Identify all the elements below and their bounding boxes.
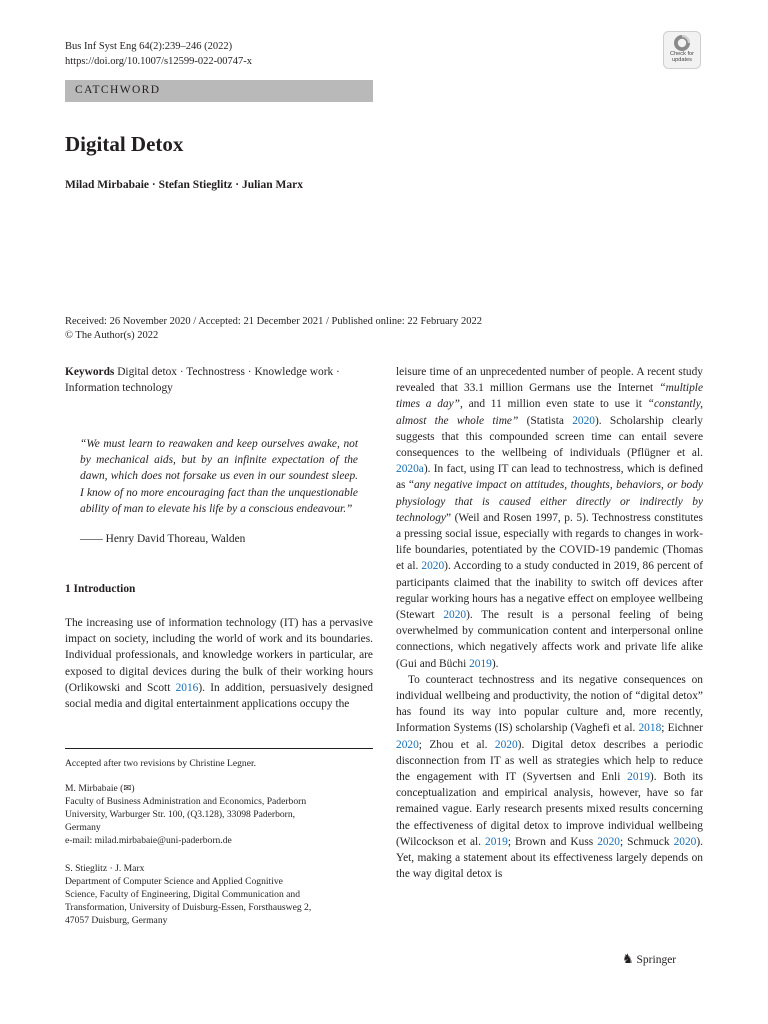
article-meta <box>65 40 252 69</box>
keywords-label: Keywords <box>65 366 115 378</box>
body-paragraph: leisure time of an unprecedented number of people. A recent study revealed that 33.1 million Germans use the Internet “multiple times a day”, and 11 million even state to use it “constantly, almost the whole time” (Statista 2020). Scholarship clearly suggests that this compounded screen time can entail severe consequences to the wellbeing of individuals (Pflügner et al. 2020a). In fact, using IT can lead to technostress, which is defined as “any negative impact on attitudes, thoughts, behaviors, or body physiology that is caused either directly or indirectly by technology” (Weil and Rosen 1997, p. 5). Technostress constitutes a pressing social issue, especially with regards to changes in work-life boundaries, potentiated by the COVID-19 pandemic (Thomas et al. 2020). According to a study conducted in 2019, 86 percent of participants claimed that the inability to switch off devices after regular working hours has a negative effect on employee wellbeing (Stewart 2020). The result is a personal feeling of being overwhelmed by communication content and interpersonal online connections, which negatively affects work and private life alike (Gui and Büchi 2019). <box>396 366 704 670</box>
body-text-right-column <box>396 364 703 883</box>
article-type-label: CATCHWORD <box>75 84 161 96</box>
citation-link[interactable]: 2020a <box>396 463 424 476</box>
affiliation-stieglitz-marx: S. Stieglitz · J. Marx Department of Computer Science and Applied Cognitive Science, Faculty of Engineering, Digital Communication and Transformation, University of Duisburg-Essen, Forsthausweg 2, 47057 Duisburg, Germany <box>65 863 312 926</box>
citation-link[interactable]: 2020 <box>572 414 595 427</box>
footnote-divider <box>65 748 373 749</box>
intro-paragraph: The increasing use of information technology (IT) has a pervasive impact on society, including the world of work and its boundaries. Individual professionals, and knowledge workers in particular, are exposed to digital devices during the bulk of their working hours (Orlikowski and Scott 2016). In addition, persuasively designed social media and digital entertainment applications occupy the <box>65 617 373 711</box>
publisher-name: Springer <box>636 954 677 966</box>
citation-link[interactable]: 2020 <box>494 738 518 751</box>
author-email[interactable]: e-mail: milad.mirbabaie@uni-paderborn.de <box>65 835 232 846</box>
citation-link[interactable]: 2018 <box>638 722 662 735</box>
article-title: Digital Detox <box>65 132 184 156</box>
citation-link[interactable]: 2020 <box>421 560 445 573</box>
citation-link[interactable]: 2019 <box>485 835 508 848</box>
journal-citation: Bus Inf Syst Eng 64(2):239–246 (2022) <box>65 41 233 52</box>
epigraph-quote: “We must learn to reawaken and keep ourselves awake, not by mechanical aids, but by an infinite expectation of the dawn, which does not forsake us even in our soundest sleep. I know of no more encouraging fact than the unquestionable ability of man to elevate his life by a conscious endeavour.” <box>80 438 358 515</box>
check-for-updates-icon[interactable] <box>663 31 701 69</box>
citation-link[interactable]: 2019 <box>469 657 492 670</box>
citation-link[interactable]: 2020 <box>597 835 620 848</box>
author-list: Milad Mirbabaie · Stefan Stieglitz · Julian Marx <box>65 179 303 191</box>
keywords-list: Digital detox · Technostress · Knowledge work · Information technology <box>65 366 340 395</box>
body-paragraph: To counteract technostress and its negative consequences on individual wellbeing and productivity, the notion of “digital detox” has found its way into popular culture and, more recently, Information Systems (IS) scholarship (Vaghefi et al. 2018; Eichner 2020; Zhou et al. 2020). Digital detox describes a periodic disconnection from IT as well as strategies which help to reduce the engagement with IT (Syvertsen and Enli 2019). Both its conceptualization and empirical analysis, however, have so far remained vague. Early research presents mixed results concerning the effectiveness of digital detox to improve individual wellbeing (Wilcockson et al. 2019; Brown and Kuss 2020; Schmuck 2020). Yet, making a statement about its effectiveness largely depends on the way digital detox is <box>396 673 704 881</box>
citation-link[interactable]: 2019 <box>627 771 650 784</box>
citation-link[interactable]: 2020 <box>443 609 467 622</box>
keywords <box>65 364 373 396</box>
citation-link[interactable]: 2016 <box>175 681 199 694</box>
copyright-line: © The Author(s) 2022 <box>65 330 159 341</box>
doi-link[interactable]: https://doi.org/10.1007/s12599-022-00747-x <box>65 55 253 67</box>
received-accepted-published: Received: 26 November 2020 / Accepted: 21 December 2021 / Published online: 22 February 2022 <box>65 316 482 327</box>
epigraph-attribution: —— Henry David Thoreau, Walden <box>80 533 246 545</box>
citation-link[interactable]: 2020 <box>673 835 697 848</box>
editor-note: Accepted after two revisions by Christine Legner. <box>65 758 257 769</box>
check-for-updates-label: Check for updates <box>670 51 694 63</box>
article-type-banner <box>65 80 373 102</box>
citation-link[interactable]: 2020 <box>396 738 419 751</box>
publication-dates <box>65 315 482 343</box>
section-heading-introduction: 1 Introduction <box>65 583 136 595</box>
publisher-logo <box>622 951 676 967</box>
springer-horse-icon: ♞ <box>622 951 634 966</box>
affiliation-mirbabaie: M. Mirbabaie (✉) Faculty of Business Administration and Economics, Paderborn University, Warburger Str. 100, (Q3.128), 33098 Paderborn, Germany e-mail: milad.mirbabaie@uni-paderborn.de <box>65 782 365 847</box>
